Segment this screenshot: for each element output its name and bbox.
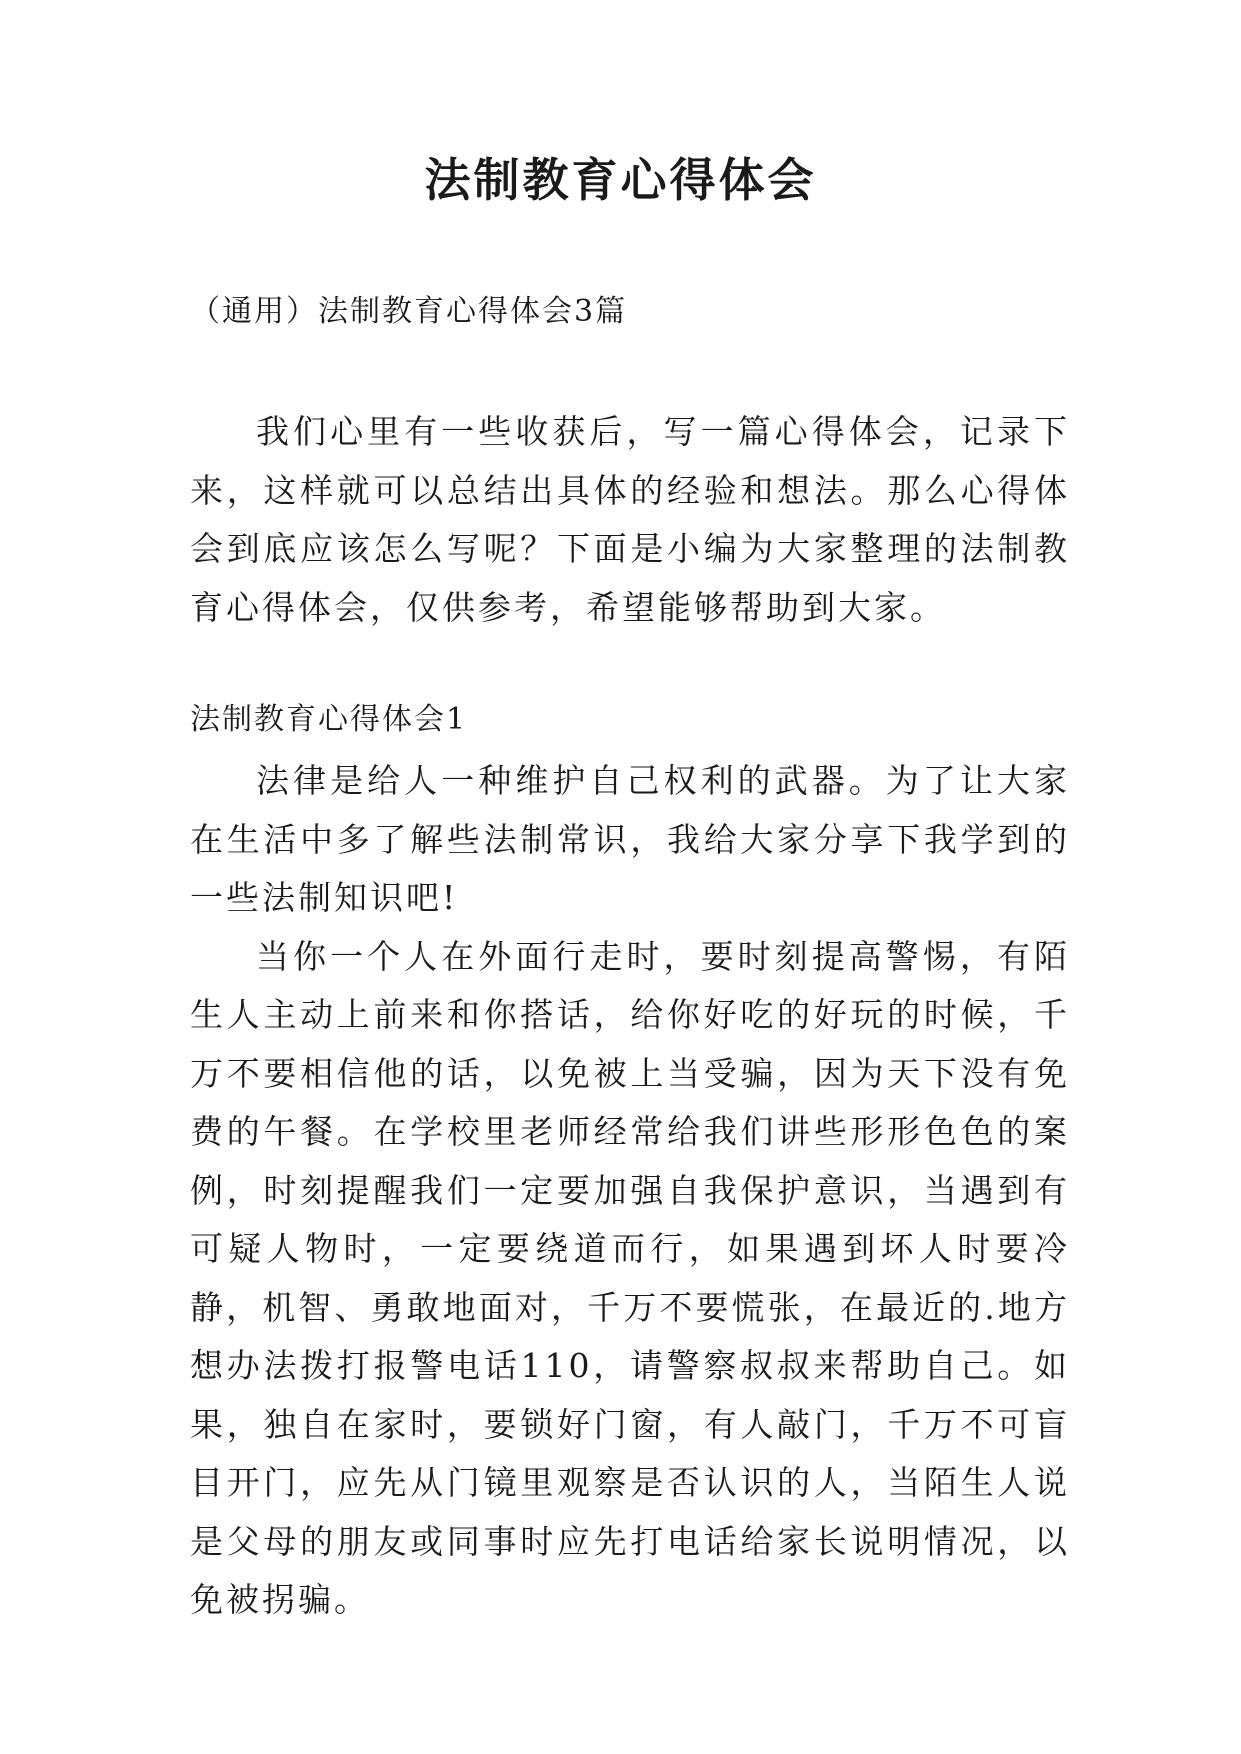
section-heading: 法制教育心得体会1: [190, 702, 468, 737]
document-subtitle: （通用）法制教育心得体会3篇: [190, 294, 628, 329]
intro-paragraph: 我们心里有一些收获后，写一篇心得体会，记录下来，这样就可以总结出具体的经验和想法。那么心得体会到底应该怎么写呢？下面是小编为大家整理的法制教育心得体会，仅供参考，希望能够帮助到大家。: [190, 412, 1070, 627]
section-body: [190, 752, 1070, 1630]
body-paragraph-2: 当你一个人在外面行走时，要时刻提高警惕，有陌生人主动上前来和你搭话，给你好吃的好玩的时候，千万不要相信他的话，以免被上当受骗，因为天下没有免费的午餐。在学校里老师经常给我们讲些形形色色的案例，时刻提醒我们一定要加强自我保护意识，当遇到有可疑人物时，一定要绕道而行，如果遇到坏人时要冷静，机智、勇敢地面对，千万不要慌张，在最近的.地方想办法拨打报警电话110，请警察叔叔来帮助自己。如果，独自在家时，要锁好门窗，有人敲门，千万不可盲目开门，应先从门镜里观察是否认识的人，当陌生人说是父母的朋友或同事时应先打电话给家长说明情况，以免被拐骗。: [190, 936, 1070, 1619]
document-title: 法制教育心得体会: [424, 153, 817, 207]
body-paragraph-1: 法律是给人一种维护自己权利的武器。为了让大家在生活中多了解些法制常识，我给大家分享下我学到的一些法制知识吧!: [190, 761, 1070, 917]
